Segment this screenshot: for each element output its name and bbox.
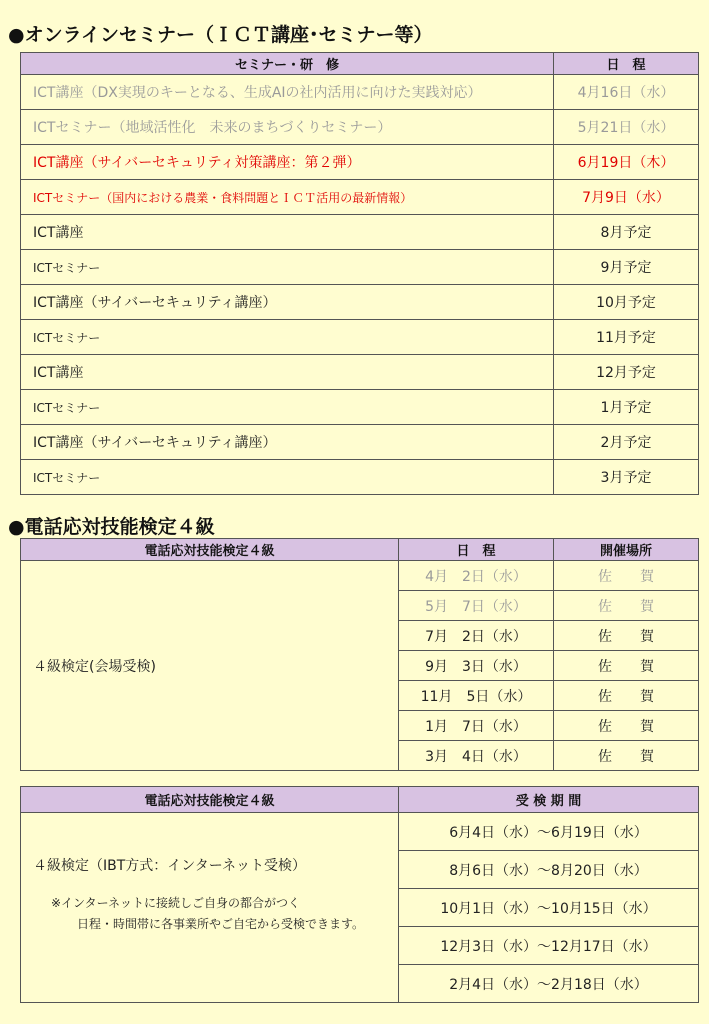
exam-date: 3月 4日（水） — [399, 741, 554, 771]
seminar-date: 12月予定 — [554, 355, 699, 390]
table-row — [21, 145, 699, 180]
table-row — [21, 285, 699, 320]
seminar-name: ICTセミナー — [21, 390, 554, 425]
exam-venue: 佐 賀 — [554, 651, 699, 681]
seminar-date: 9月予定 — [554, 250, 699, 285]
exam-venue: 佐 賀 — [554, 681, 699, 711]
seminar-date: 7月9日（水） — [554, 180, 699, 215]
table-row — [21, 75, 699, 110]
exam-date: 7月 2日（水） — [399, 621, 554, 651]
seminar-name: ICT講座（DX実現のキーとなる、生成AIの社内活用に向けた実践対応） — [21, 75, 554, 110]
section-title-phone-exam: ●電話応対技能検定４級 — [8, 516, 215, 538]
table-row — [21, 425, 699, 460]
ibt-exam-table — [20, 786, 699, 1003]
note-line-2: 日程・時間帯に各事業所やご自宅から受検できます。 — [77, 917, 365, 931]
seminar-name: ICTセミナー（地域活性化 未来のまちづくりセミナー） — [21, 110, 554, 145]
note-line-1: ※インターネットに接続しご自身の都合がつく — [51, 896, 300, 910]
exam-period: 12月3日（水）～12月17日（水） — [399, 927, 699, 965]
column-header-date: 日 程 — [399, 539, 554, 561]
seminar-date: 4月16日（水） — [554, 75, 699, 110]
seminar-date: 8月予定 — [554, 215, 699, 250]
seminar-name: ICT講座 — [21, 215, 554, 250]
table-row — [21, 180, 699, 215]
table-row — [21, 320, 699, 355]
table-row — [21, 110, 699, 145]
exam-period: 10月1日（水）～10月15日（水） — [399, 889, 699, 927]
exam-period: 2月4日（水）～2月18日（水） — [399, 965, 699, 1003]
ibt-exam-cell — [21, 813, 399, 1003]
seminar-date: 1月予定 — [554, 390, 699, 425]
exam-date: 4月 2日（水） — [399, 561, 554, 591]
exam-venue: 佐 賀 — [554, 741, 699, 771]
exam-date: 1月 7日（水） — [399, 711, 554, 741]
exam-date: 5月 7日（水） — [399, 591, 554, 621]
seminar-name: ICT講座（サイバーセキュリティ対策講座：第２弾） — [21, 145, 554, 180]
seminar-date: 2月予定 — [554, 425, 699, 460]
seminar-name: ICTセミナー — [21, 250, 554, 285]
seminar-name: ICTセミナー — [21, 460, 554, 495]
seminar-date: 11月予定 — [554, 320, 699, 355]
exam-venue: 佐 賀 — [554, 711, 699, 741]
exam-date: 11月 5日（水） — [399, 681, 554, 711]
column-header-exam: 電話応対技能検定４級 — [21, 539, 399, 561]
seminar-name: ICT講座（サイバーセキュリティ講座） — [21, 425, 554, 460]
exam-type-label: ４級検定（IBT方式：インターネット受検） — [33, 858, 307, 874]
exam-venue: 佐 賀 — [554, 591, 699, 621]
exam-venue-table — [20, 538, 699, 771]
seminar-date: 6月19日（木） — [554, 145, 699, 180]
seminar-name: ICT講座 — [21, 355, 554, 390]
table-row — [21, 390, 699, 425]
column-header-venue: 開催場所 — [554, 539, 699, 561]
exam-venue: 佐 賀 — [554, 561, 699, 591]
seminar-name: ICTセミナー — [21, 320, 554, 355]
exam-period: 8月6日（水）～8月20日（水） — [399, 851, 699, 889]
table-row — [21, 561, 699, 591]
seminar-table — [20, 52, 699, 495]
table-row — [21, 355, 699, 390]
column-header-exam: 電話応対技能検定４級 — [21, 787, 399, 813]
column-header-period: 受 検 期 間 — [399, 787, 699, 813]
table-row — [21, 250, 699, 285]
seminar-date: 10月予定 — [554, 285, 699, 320]
seminar-name: ICT講座（サイバーセキュリティ講座） — [21, 285, 554, 320]
section-title-online-seminar: ●オンラインセミナー（ＩＣＴ講座･セミナー等） — [8, 24, 433, 46]
exam-period: 6月4日（水）～6月19日（水） — [399, 813, 699, 851]
exam-venue: 佐 賀 — [554, 621, 699, 651]
exam-date: 9月 3日（水） — [399, 651, 554, 681]
seminar-name: ICTセミナー（国内における農業・食料問題とＩＣＴ活用の最新情報） — [21, 180, 554, 215]
column-header-seminar: セミナー・研 修 — [21, 53, 554, 75]
table-row — [21, 460, 699, 495]
seminar-date: 3月予定 — [554, 460, 699, 495]
table-row — [21, 813, 699, 851]
exam-type-label: ４級検定(会場受検) — [21, 561, 399, 771]
column-header-date: 日 程 — [554, 53, 699, 75]
seminar-date: 5月21日（水） — [554, 110, 699, 145]
table-row — [21, 215, 699, 250]
